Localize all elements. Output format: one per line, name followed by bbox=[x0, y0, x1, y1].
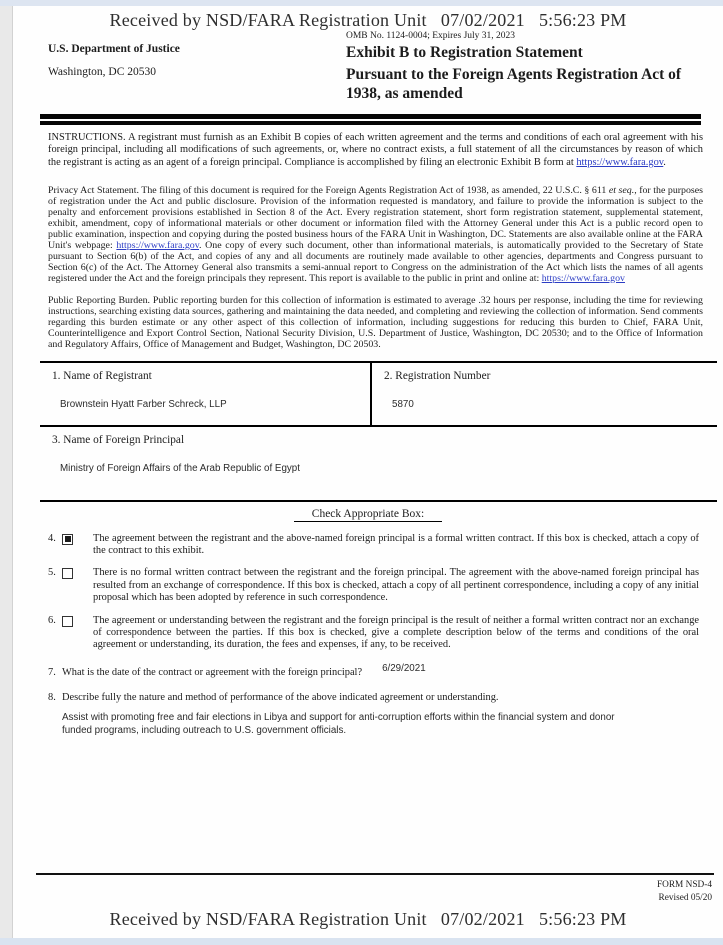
document-page bbox=[13, 6, 723, 938]
item-text: The agreement between the registrant and the above-named foreign principal is a formal written contract. If this box is checked, attach a copy of the contract to this exhibit. bbox=[93, 532, 699, 557]
form-title-line2: Pursuant to the Foreign Agents Registration Act of 1938, as amended bbox=[346, 65, 682, 102]
foreign-principal-cell bbox=[40, 427, 717, 500]
form-number: FORM NSD-4 bbox=[656, 880, 712, 890]
form-number-block bbox=[13, 879, 723, 904]
checkbox-item-5[interactable] bbox=[62, 568, 73, 579]
public-reporting-burden-paragraph bbox=[13, 295, 723, 351]
table-border-bottom bbox=[40, 500, 717, 502]
paragraph-text: Public Reporting Burden. Public reporting burden for this collection of information is estimated to average .32 hours per response, including the time for reviewing instructions, searching existing data sources, gathering and maintaining the data needed, and completing and reviewing the collection of information. Send comments regarding this burden estimate or any other aspect of this collection of information, including suggestions for reducing this burden to Chief, FARA Unit, Counterintelligence and Export Control Section, National Security Division, U.S. Department of Justice, Washington, DC 20530; and to the Office of Information and Regulatory Affairs, Office of Management and Budget, Washington, DC 20503. bbox=[48, 294, 703, 351]
foreign-principal-label: 3. Name of Foreign Principal bbox=[52, 433, 185, 446]
title-block bbox=[346, 31, 705, 104]
form-title-line1: Exhibit B to Registration Statement bbox=[346, 44, 583, 61]
item-text: There is no formal written contract between the registrant and the foreign principal. The agreement with the above-named foreign principal has resulted from an exchange of correspondence. If this box is checked, attach a copy of all pertinent correspondence, including a copy of any initial proposal which has been adopted by reference in such correspondence. bbox=[93, 567, 699, 604]
registrant-name-value: Brownstein Hyatt Farber Schreck, LLP bbox=[60, 398, 227, 410]
fara-gov-link[interactable]: https://www.fara.gov bbox=[541, 272, 625, 284]
item-number: 6. bbox=[48, 614, 56, 626]
paragraph-text: , for the purposes of registration under the Act and public disclosure. Provision of the information requested is mandatory, and failure to provide the information is subject to the penalty and enforcement provisions established in Section 8 of the Act. Every registration statement, short form registration statement, supplemental statement, exhibit, amendment, copy of informational materials or other document or information filed with the Attorney General under this Act is a public record open to public examination, inspection and copying during the posted business hours of the FARA Unit in Washington, DC. Statements are also available online at the FARA Unit's webpage: bbox=[48, 184, 703, 251]
paragraph-text: . bbox=[663, 156, 666, 168]
checkbox-item-4[interactable] bbox=[62, 534, 73, 545]
registration-number-cell bbox=[372, 363, 717, 425]
question-8 bbox=[13, 692, 723, 703]
check-item-5 bbox=[13, 567, 723, 604]
omb-number: OMB No. 1124-0004; Expires July 31, 2023 bbox=[346, 31, 516, 41]
paragraph-text: . One copy of every such document, other than informational materials, is automatically provided to the Secretary of State pursuant to Section 6(b) of the Act, and copies of any and all documents are routinely made available to other agencies, departments and Congress pursuant to Section 6(c) of the Act. The Attorney General also transmits a semi-annual report to Congress on the administration of the Act which lists the names of all agents registered under the Act and the foreign principals they represent. This report is available to the public in print and online at: bbox=[48, 239, 703, 284]
check-item-4 bbox=[13, 533, 723, 558]
department-city: Washington, DC 20530 bbox=[48, 66, 157, 78]
department-block bbox=[48, 31, 346, 104]
foreign-principal-value: Ministry of Foreign Affairs of the Arab Republic of Egypt bbox=[60, 462, 300, 474]
received-stamp-footer: Received by NSD/FARA Registration Unit 07/02/2021 5:56:23 PM bbox=[109, 909, 627, 929]
item-number: 8. bbox=[48, 691, 56, 703]
item-number: 4. bbox=[48, 532, 56, 544]
department-name: U.S. Department of Justice bbox=[48, 43, 180, 55]
paragraph-text: et seq. bbox=[608, 184, 635, 196]
question-8-text: Describe fully the nature and method of performance of the above indicated agreement or understanding. bbox=[62, 691, 499, 703]
table-row bbox=[40, 363, 717, 425]
question-7 bbox=[13, 662, 723, 678]
paragraph-text: Privacy Act Statement. The filing of this document is required for the Foreign Agents Registration Act of 1938, as amended, 22 U.S.C. § 611 bbox=[48, 184, 609, 196]
item-text: The agreement or understanding between the registrant and the foreign principal is the result of neither a formal written contract nor an exchange of correspondence between the parties. If this box is checked, give a complete description below of the terms and conditions of the oral agreement or understanding, its duration, the fees and expenses, if any, to be received. bbox=[93, 614, 699, 651]
received-stamp-header: Received by NSD/FARA Registration Unit 07/02/2021 5:56:23 PM bbox=[109, 10, 627, 30]
instructions-paragraph bbox=[13, 132, 723, 170]
separator-double-bar bbox=[40, 114, 701, 125]
privacy-act-paragraph bbox=[13, 185, 723, 284]
item-number: 7. bbox=[48, 666, 56, 678]
registrant-field-table bbox=[40, 361, 717, 502]
blank-area bbox=[13, 737, 723, 873]
paragraph-text: INSTRUCTIONS. A registrant must furnish as an Exhibit B copies of each written agreement and the terms and conditions of each oral agreement with his foreign principal, including all modifications of such agreements, or, where no contract exists, a full statement of all the circumstances by reason of which the registrant is acting as an agent of a foreign principal. Compliance is accomplished by filing an electronic Exhibit B form at bbox=[48, 131, 703, 168]
check-item-6 bbox=[13, 615, 723, 652]
registrant-name-cell bbox=[40, 363, 372, 425]
question-8-answer: Assist with promoting free and fair elections in Libya and support for anti-corruption efforts within the financial system and donor funded programs, including outreach to U.S. government officials. bbox=[62, 711, 615, 736]
question-7-text: What is the date of the contract or agreement with the foreign principal? 6/29/2021 bbox=[62, 662, 426, 678]
registration-number-label: 2. Registration Number bbox=[384, 369, 491, 382]
registration-number-value: 5870 bbox=[392, 398, 414, 410]
checkbox-item-6[interactable] bbox=[62, 616, 73, 627]
scan-edge-left bbox=[0, 6, 13, 938]
form-header bbox=[13, 31, 723, 104]
fara-gov-link[interactable]: https://www.fara.gov bbox=[116, 239, 199, 251]
item-number: 5. bbox=[48, 567, 56, 579]
form-revision: Revised 05/20 bbox=[658, 892, 712, 903]
scan-edge-bottom bbox=[0, 938, 723, 945]
fara-gov-link[interactable]: https://www.fara.gov bbox=[576, 156, 664, 168]
footer-rule bbox=[36, 873, 714, 875]
contract-date-value: 6/29/2021 bbox=[382, 662, 426, 674]
check-appropriate-box-heading: Check Appropriate Box: bbox=[13, 508, 723, 522]
registrant-name-label: 1. Name of Registrant bbox=[52, 369, 152, 382]
